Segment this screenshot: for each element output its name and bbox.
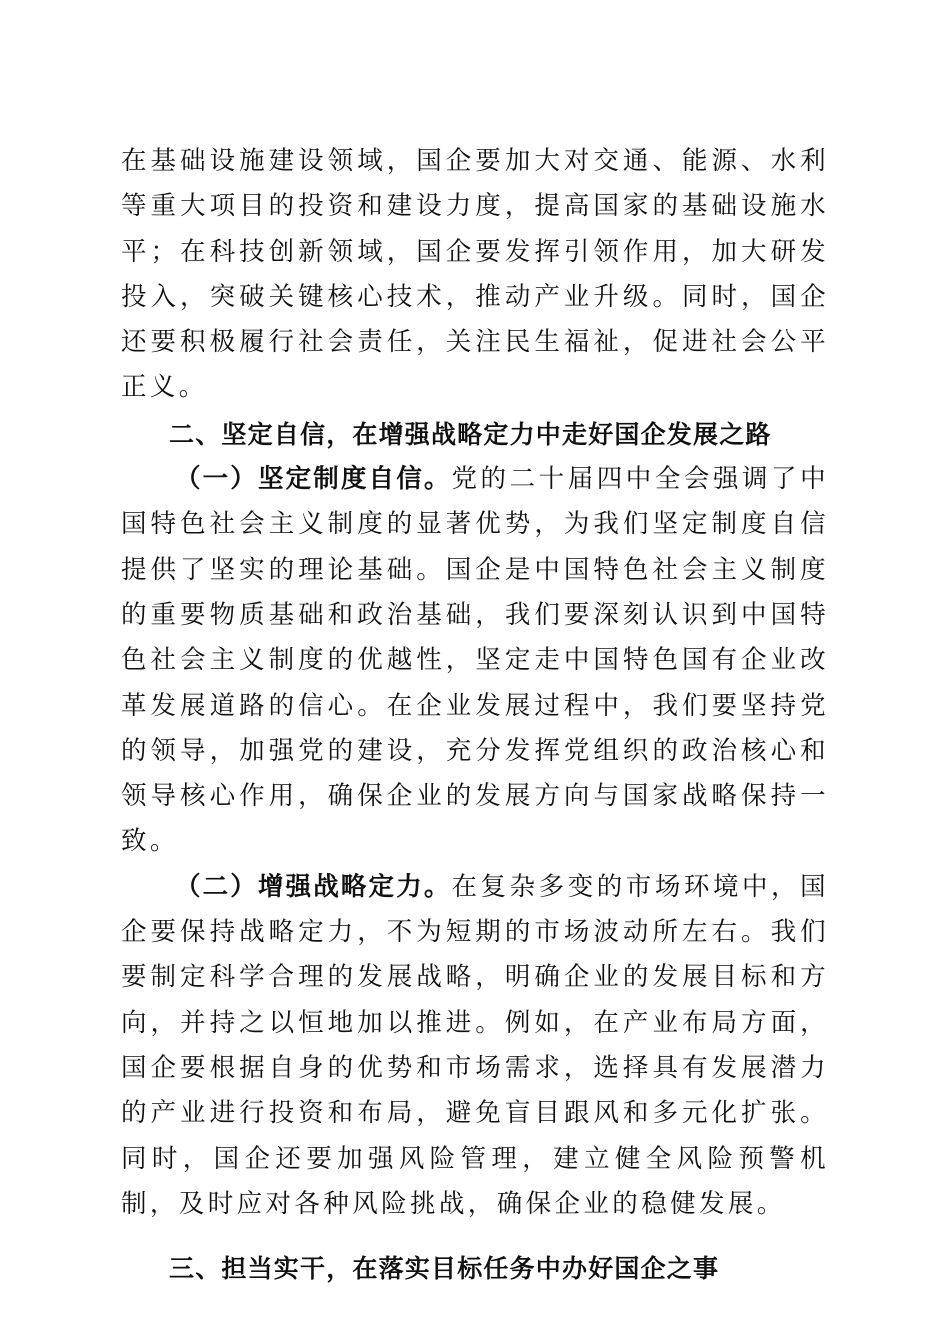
paragraph-intro: 在基础设施建设领域，国企要加大对交通、能源、水利等重大项目的投资和建设力度，提高国家的基础设施水平；在科技创新领域，国企要发挥引领作用，加大研发投入，突破关键核心技术，推动产业升级。同时，国企还要积极履行社会责任，关注民生福祉，促进社会公平正义。	[121, 146, 829, 403]
document-page	[121, 139, 829, 1291]
item-2-body: 在复杂多变的市场环境中，国企要保持战略定力，不为短期的市场波动所左右。我们要制定科学合理的发展战略，明确企业的发展目标和方向，并持之以恒地加以推进。例如，在产业布局方面，国企要根据自身的优势和市场需求，选择具有发展潜力的产业进行投资和布局，避免盲目跟风和多元化扩张。同时，国企还要加强风险管理，建立健全风险预警机制，及时应对各种风险挑战，确保企业的稳健发展。	[121, 871, 829, 1219]
item-2-subtitle: （二）增强战略定力。	[175, 871, 452, 902]
paragraph-item-2	[121, 865, 829, 1227]
item-1-subtitle: （一）坚定制度自信。	[175, 464, 452, 495]
section-heading-2: 二、坚定自信，在增强战略定力中走好国企发展之路	[169, 419, 772, 449]
paragraph-item-1	[121, 457, 829, 865]
section-heading-3: 三、担当实干，在落实目标任务中办好国企之事	[169, 1254, 720, 1284]
item-1-body: 党的二十届四中全会强调了中国特色社会主义制度的显著优势，为我们坚定制度自信提供了坚实的理论基础。国企是中国特色社会主义制度的重要物质基础和政治基础，我们要深刻认识到中国特色社会主义制度的优越性，坚定走中国特色国有企业改革发展道路的信心。在企业发展过程中，我们要坚持党的领导，加强党的建设，充分发挥党组织的政治核心和领导核心作用，确保企业的发展方向与国家战略保持一致。	[121, 464, 829, 857]
